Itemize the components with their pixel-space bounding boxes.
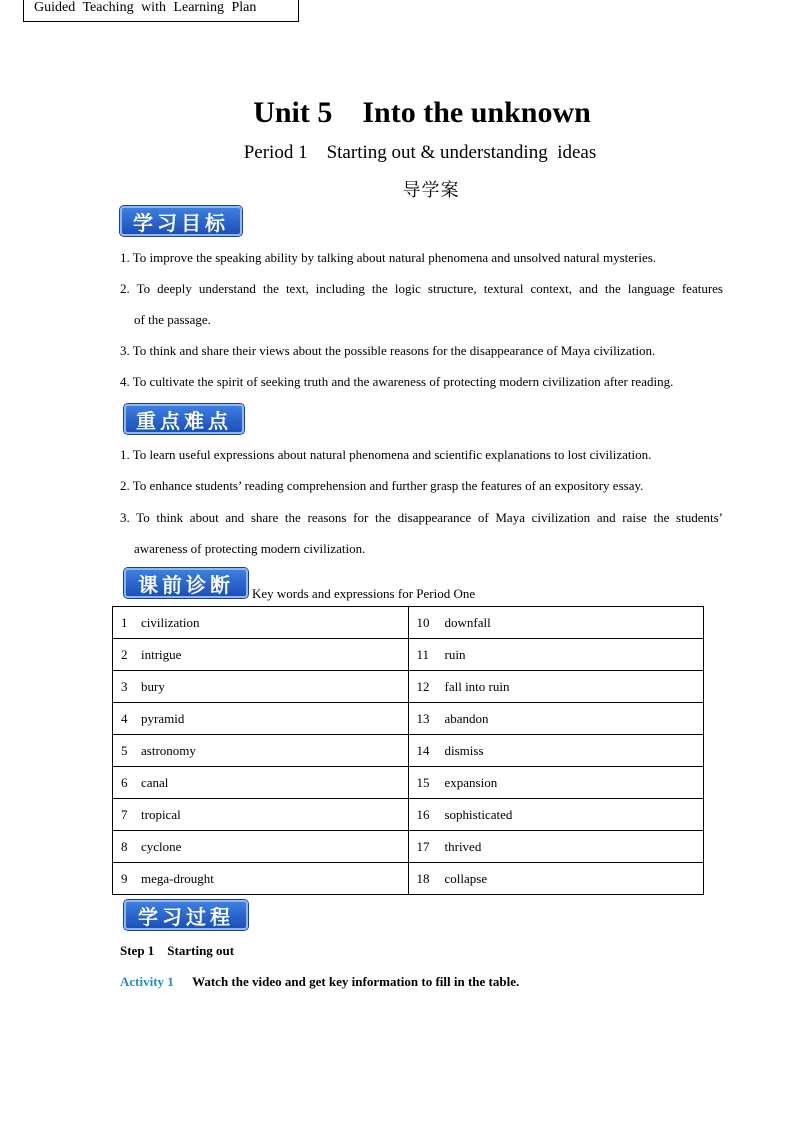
- table-row: [113, 607, 704, 639]
- vocab-number: 11: [416, 646, 430, 662]
- vocab-word: intrigue: [141, 646, 182, 662]
- vocab-cell-left: [113, 607, 409, 639]
- vocab-number: 2: [121, 646, 128, 662]
- vocab-word: downfall: [444, 614, 491, 630]
- process-badge: 学习过程: [124, 900, 248, 930]
- vocab-word: ruin: [444, 646, 466, 662]
- table-row: [113, 639, 704, 671]
- page-subtitle: Period 1 Starting out & understanding ideas: [243, 142, 597, 163]
- vocab-number: 7: [121, 806, 128, 822]
- vocab-number: 5: [121, 742, 128, 758]
- table-row: [113, 799, 704, 831]
- vocab-cell-right: [408, 607, 704, 639]
- key-point-item-1: 1. To learn useful expressions about natural phenomena and scientific explanations to lost civilization.: [120, 447, 652, 462]
- vocab-number: 10: [416, 614, 430, 630]
- vocab-number: 13: [416, 710, 430, 726]
- vocab-cell-left: [113, 831, 409, 863]
- vocab-word: cyclone: [141, 838, 182, 854]
- vocab-word: pyramid: [141, 710, 185, 726]
- vocab-cell-right: [408, 831, 704, 863]
- objectives-badge: 学习目标: [120, 206, 242, 236]
- vocab-cell-left: [113, 735, 409, 767]
- objective-item-2-cont: of the passage.: [134, 312, 211, 327]
- vocab-word: civilization: [141, 614, 200, 630]
- table-row: [113, 671, 704, 703]
- activity-line: [120, 974, 519, 990]
- vocab-cell-right: [408, 703, 704, 735]
- vocab-number: 1: [121, 614, 128, 630]
- vocab-word: bury: [141, 678, 165, 694]
- objective-item-1: 1. To improve the speaking ability by talking about natural phenomena and unsolved natural mysteries.: [120, 250, 657, 265]
- activity-label: Activity 1: [120, 974, 174, 989]
- key-points-badge: 重点难点: [124, 404, 244, 434]
- vocab-word: fall into ruin: [444, 678, 510, 694]
- cn-title: 导学案: [402, 180, 460, 201]
- vocab-word: sophisticated: [444, 806, 513, 822]
- vocab-word: collapse: [444, 870, 488, 886]
- page-title: Unit 5 Into the unknown: [253, 96, 591, 129]
- key-point-item-3: 3. To think about and share the reasons for the disappearance of Maya civilization and raise the students’: [120, 510, 723, 525]
- vocab-cell-left: [113, 671, 409, 703]
- vocab-number: 9: [121, 870, 128, 886]
- vocab-word: astronomy: [141, 742, 196, 758]
- vocab-number: 14: [416, 742, 430, 758]
- vocab-number: 18: [416, 870, 430, 886]
- table-row: [113, 863, 704, 895]
- vocab-number: 15: [416, 774, 430, 790]
- vocab-word: thrived: [444, 838, 482, 854]
- vocab-number: 3: [121, 678, 128, 694]
- table-row: [113, 767, 704, 799]
- vocab-table: [112, 606, 704, 895]
- vocab-table-caption: Key words and expressions for Period One: [252, 586, 476, 601]
- objective-item-2: 2. To deeply understand the text, including the logic structure, textural context, and the language features: [120, 281, 723, 296]
- vocab-cell-left: [113, 767, 409, 799]
- vocab-cell-right: [408, 863, 704, 895]
- vocab-cell-right: [408, 799, 704, 831]
- table-row: [113, 735, 704, 767]
- table-row: [113, 703, 704, 735]
- vocab-word: mega-drought: [141, 870, 214, 886]
- vocab-cell-left: [113, 799, 409, 831]
- objective-item-4: 4. To cultivate the spirit of seeking truth and the awareness of protecting modern civilization after reading.: [120, 374, 674, 389]
- vocab-cell-right: [408, 735, 704, 767]
- vocab-word: dismiss: [444, 742, 484, 758]
- vocab-cell-right: [408, 767, 704, 799]
- vocab-number: 17: [416, 838, 430, 854]
- header-box: [23, 0, 299, 22]
- vocab-word: canal: [141, 774, 169, 790]
- vocab-number: 4: [121, 710, 128, 726]
- table-row: [113, 831, 704, 863]
- vocab-cell-left: [113, 863, 409, 895]
- header-text: Guided Teaching with Learning Plan: [34, 0, 257, 15]
- objective-item-3: 3. To think and share their views about the possible reasons for the disappearance of Maya civilization.: [120, 343, 656, 358]
- vocab-number: 6: [121, 774, 128, 790]
- step-heading: Step 1 Starting out: [120, 943, 235, 958]
- vocab-number: 16: [416, 806, 430, 822]
- activity-text: Watch the video and get key information to fill in the table.: [192, 974, 520, 989]
- vocab-word: abandon: [444, 710, 489, 726]
- key-point-item-2: 2. To enhance students’ reading comprehension and further grasp the features of an expository essay.: [120, 478, 644, 493]
- vocab-word: expansion: [444, 774, 498, 790]
- vocab-word: tropical: [141, 806, 181, 822]
- vocab-number: 12: [416, 678, 430, 694]
- vocab-cell-right: [408, 639, 704, 671]
- vocab-cell-left: [113, 703, 409, 735]
- vocab-cell-right: [408, 671, 704, 703]
- vocab-cell-left: [113, 639, 409, 671]
- vocab-number: 8: [121, 838, 128, 854]
- preview-badge: 课前诊断: [124, 568, 248, 598]
- key-point-item-3-cont: awareness of protecting modern civilization.: [134, 541, 366, 556]
